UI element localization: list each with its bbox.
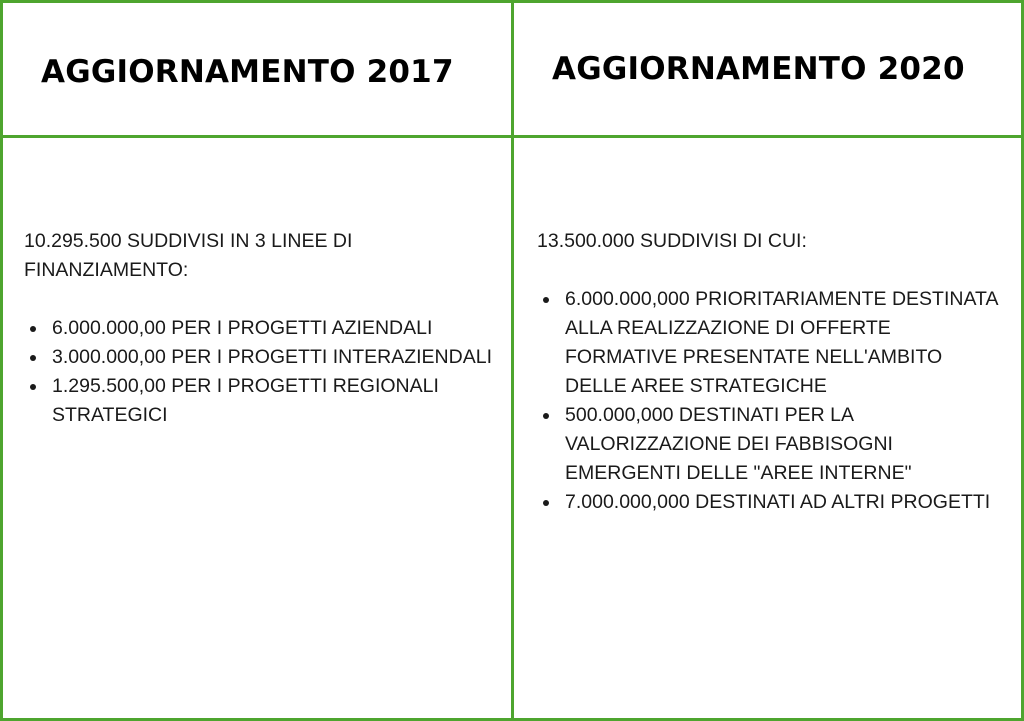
list-item-text: 1.295.500,00 PER I PROGETTI REGIONALI STRATEGICI: [52, 375, 439, 426]
column-2017: [24, 227, 494, 430]
bullet-dot-icon: [30, 355, 36, 361]
intro-2017: 10.295.500 SUDDIVISI IN 3 LINEE DI FINANZIAMENTO:: [24, 230, 353, 281]
column-divider: [511, 0, 514, 721]
header-divider: [0, 135, 1024, 138]
bullet-list-2020: [537, 285, 1007, 517]
intro-2020: 13.500.000 SUDDIVISI DI CUI:: [537, 230, 807, 252]
list-item: [24, 372, 494, 430]
list-item: [537, 488, 1007, 517]
list-item-text: 6.000.000,000 PRIORITARIAMENTE DESTINATA ALLA REALIZZAZIONE DI OFFERTE FORMATIVE PRESENTATE NELL'AMBITO DELLE AREE STRATEGICHE: [565, 288, 998, 397]
heading-2017: AGGIORNAMENTO 2017: [41, 54, 454, 90]
bullet-list-2017: [24, 314, 494, 430]
list-item-text: 6.000.000,00 PER I PROGETTI AZIENDALI: [52, 317, 433, 339]
bullet-dot-icon: [30, 326, 36, 332]
list-item-text: 500.000,000 DESTINATI PER LA VALORIZZAZIONE DEI FABBISOGNI EMERGENTI DELLE "AREE INTERNE": [565, 404, 912, 484]
bullet-dot-icon: [30, 384, 36, 390]
column-2020: [537, 227, 1007, 517]
list-item: [24, 343, 494, 372]
list-item-text: 7.000.000,000 DESTINATI AD ALTRI PROGETTI: [565, 491, 991, 513]
bullet-dot-icon: [543, 500, 549, 506]
list-item: [537, 401, 1007, 488]
list-item: [24, 314, 494, 343]
list-item: [537, 285, 1007, 401]
heading-2020: AGGIORNAMENTO 2020: [552, 51, 965, 87]
list-item-text: 3.000.000,00 PER I PROGETTI INTERAZIENDALI: [52, 346, 492, 368]
bullet-dot-icon: [543, 413, 549, 419]
bullet-dot-icon: [543, 297, 549, 303]
